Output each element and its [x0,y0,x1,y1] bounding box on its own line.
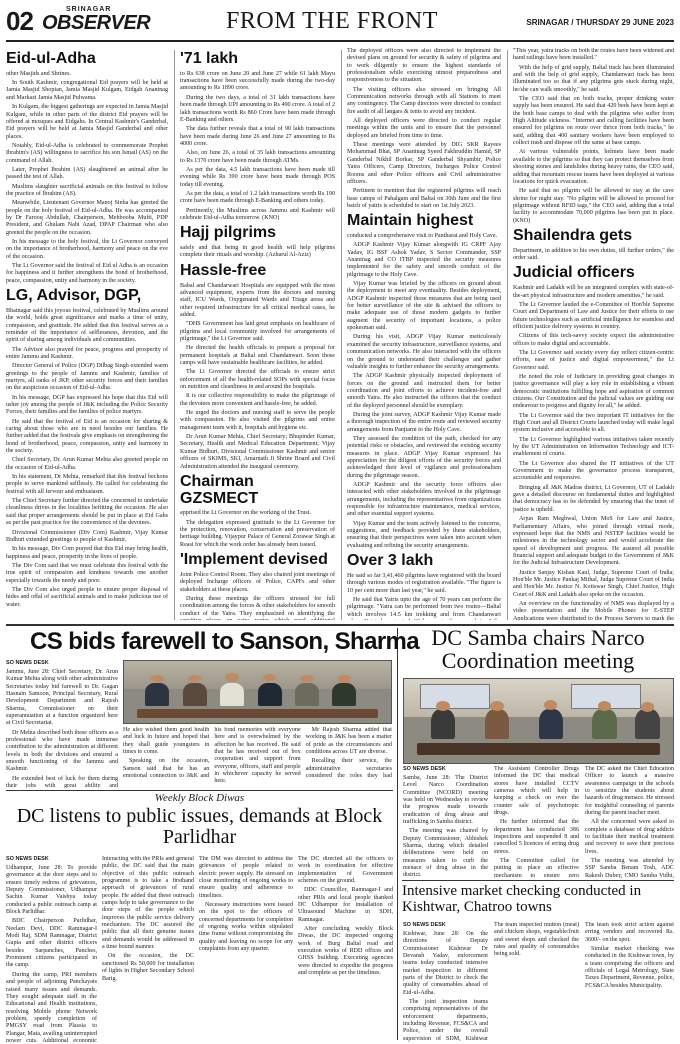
paragraph: The delegation expressed gratitude to the Lt Governor for the protection, renovation, conservation and preservation of heritage building. Vijaypur Palace of General Zorawar Singh at Reasi for which the work order has already been issued. [180,519,335,548]
paragraph: He said that Yatris upto the age of 70 years can perform the pilgrimage. "Yatra can be performed from two routes—Baltal which involves 14.5 km trekking and from Chandanwari [347,596,501,618]
paragraph: Meanwhile, Lieutenant Governor Manoj Sinha has greeted the people on the holy festival of Eid-ul-Adha. He was accompanied by Dr Farooq Abdullah, Chairperson, Mehbooba Mufti, PDP President, and Ghulam Nabi Azad, DPAP Chairman who also greeted the people on the occasion. [6,200,168,236]
paragraph: apprised the Lt Governor on the working of the Trust. [180,510,311,517]
column-divider [341,50,342,620]
paragraph: The Advisor also prayed for peace, progress and prosperity of entire Jammu and Kashmir. [6,346,168,360]
headline: Over 3 lakh [347,552,434,570]
kishtwar-story-col2 [494,922,579,1042]
paragraph: The Lt Governor said the two important IT initiatives for the High Court and all District Courts launched today will make legal system inclusive and accessible to all. [513,412,674,434]
kicker-weekly-block-diwas: Weekly Block Diwas [154,792,245,804]
paragraph: Bringing all J&K Madras district, Lt Governor, UT of Ladakh gave a detailed discourse on fundamental duties and highlighted that democracy has to be defended by ensuring that the tenet of justice is upheld. [513,484,674,513]
photo-farewell-function [123,660,392,724]
diwas-story-col4 [298,856,393,1042]
paragraph: During these meetings the officers stressed for full coordination among the forces & other stakeholders for smooth conduct of the Yatra. They emphasized on identifying the [180,596,335,617]
paragraph: Kishtwar, June 28: On the directions of Deputy Commissioner Kishtwar Dr Devansh Yadav, enforcement teams today conducted intensive market inspection in different parts of the District to check the quality of consumables ahead of Eid-ul-Adha. [403,931,488,996]
paragraph: Pertinently, the Muslims across Jammu and Kashmir will celebrate Eid-ul-Adha tomorrow. (KNO) [180,207,335,221]
headline: '71 lakh [180,50,239,67]
paragraph: The Lt Governor highlighted various initiatives taken recently by the UT Administration on Information Technology and ICT-enablement of courts. [513,436,674,458]
paragraph: to Rs 638 crore on June 20 and June 27 while 61 lakh Mayu transactions have been successfully made during the two-day amounting to Rs 1890 crore. [180,70,335,92]
photo-narco-meeting [403,678,674,764]
column-divider [397,628,398,1040]
paragraph: In his message to the holy festival, the Lt Governor conveyed on the importance of brotherhood, harmony and peace on the eve of the occasion. [6,239,168,260]
paragraph: "This year, yatra tracks on both the routes have been widened and hand railings have been installed." [513,48,674,62]
paragraph: The Lt Governor also shared the IT initiatives of the UT Government to make the governance process transparent, accountable and responsive. [513,460,674,482]
paragraph: Vijay Kumar was briefed by the officers on ground about the deployment to meet any eventuality. Besides deployment, ADGP Kashmir inspected those measures that are being used for better surveillance of the site & advised the officers to make adequate use of those modern gadgets to further augment the security of important locations, a police spokesman said. [347,281,501,332]
paragraph: The Assistant Controller Drugs informed the DC that medical stores have installed CCTV cameras which will help in keeping a check on over the counter sale of psychotropic drugs. [494,766,579,817]
paragraph: Joint Police Control Room. They also chaired joint meetings of deployed Incharge officers of Police, CAPFs and other stakeholders at these places. [180,571,335,593]
paragraph: The Lt Governor said the festival of Eid ul Adha is an occasion for happiness and it further strengthens the bond of brotherhood, peace, compassion, unity and harmony in the society. [6,263,168,284]
paragraph: During the joint survey, ADGP Kashmir Vijay Kumar made a thorough inspection of the entire route and reviewed security arrangements from Panjtarni to the Holy Cave. [347,411,501,433]
column-1 [6,48,168,620]
paragraph: The DM was directed to address the grievances of people related to electric power supply. He stressed on close monitoring of ongoing works to ensure quality and adherence to timelines. [199,856,293,899]
paragraph: ADGP Kashmir Vijay Kumar alongwith IG CRPF Ajay Yadav, IG BSF Ashok Yadav, S Sector Commander, SSP Anantnag and CO ITBP inspected the security measures implemented for the safety and smooth conduct of the pilgrimage to the Holy Cave. [347,242,501,278]
column-3 [347,48,501,620]
paragraph: The DC directed all the officers to work in coordination for effective implementation of Government schemes on the ground. [298,856,393,885]
paragraph: He said so far 3,41,460 pilgrims have registered with the board through various modes of registration available. "The figure is 10 per cent more than last year," he said. [347,572,501,594]
story-over-3-lakh [347,553,501,620]
headline-cs-farewell: CS bids farewell to Sanson, Sharma [30,628,420,655]
headline: Shailendra gets [513,226,633,244]
paragraph: Mr Rajesh Sharma added that working in J&K has been a matter of pride as the circumstances and conditions across UT are diverse. [305,727,392,756]
story-hassle-free [180,263,335,471]
paragraph: Babal and Chandarwari Hospitals are equipped with the most advanced equipment, experts from the doctors and nursing staff, ICU Wards, Oxygenated Wards and Triage areas and other required infrastructure for all critical medical cases, he added. [180,282,335,318]
paragraph: An overview on the functionality of NMS was displayed by a video presentation and the Mobile Phones for E-STEP Applications were distributed to the Process Servers to mark the [513,600,674,620]
paragraph: At various vulnerable points, helmets have been made available to the pilgrims so that they can protect themselves from shooting stones and landslides during heavy rains, the CEO said, adding that mountain rescue teams have been deployed at various locations for quick evacuation. [513,149,674,185]
paragraph: Vijay Kumar and the team actively listened to the concerns, suggestions, and feedback provided by these stakeholders, ensuring that their perspectives were taken into account when evaluating and refining the security arrangements. [347,520,501,549]
narco-story-col3 [585,766,674,878]
paragraph: As per the data, a total of 1.2 lakh transactions worth Rs 190 crore have been made through E-Banking and others today. [180,190,335,205]
paragraph: Director General of Police (DGP) Dilbag Singh extended warm greetings to the people of Jammu and Kashmir, families of martyrs, all ranks of JKP, other security forces and their families on the auspicious occasion of Eid-ul-Adha. [6,363,168,392]
paragraph: The ADGP Kashmir physically inspected deployment of forces on the ground and instructed them for better coordination and joint efforts to achieve incident-free and smooth Yatra. He also instructed the officers that the conduct of the deployed personnel should be exemplary. [347,373,501,409]
paragraph: As per the data, 4.5 lakh transactions have been made till evening while Rs 390 crore have been made through POS today till evening. [180,166,335,188]
paragraph: With the help of grid supply, Baltal track has been illuminated and with the help of grid supply, Chandanwari track has been illuminated too so that if any pilgrims gets stuck during night, he/she can walk smoothly," he said. [513,64,674,93]
column-divider [507,50,508,620]
story-eid-ul-adha [6,51,168,285]
column-divider [174,50,175,620]
paragraph: Jammu, June 28: Chief Secretary, Dr. Arun Kumar Mehta along with other administrative Secretaries today bid farewell to Dr. Gagan Hasnain Samoon, Principal Secretary, Rural Development Department and Rajesh Sharma, Commissioner on their superannuation at a function organized here at Civil Secretariat. [6,669,118,727]
paragraph: All the concerned were asked to complete a database of drug addicts to facilitate their medical treatment and recovery to save their precious lives. [585,819,674,855]
paragraph: BDC Chairperson Parlidhar, Neelam Devi, DDC Ramnagar-I Modi Raj, SDM Ramnagar, District Gupta and other district officers besides Sarpanches, Panches, Prominent citizens participated in the camp. [6,918,97,969]
cs-story-continued [123,727,392,787]
story-implement-devised [180,552,335,620]
paragraph: The Lt Governor said society every day reflect citizen-centric efforts, ease of justice and digital empowerment," the Lt Governor said. [513,349,674,371]
paragraph: After concluding weekly Block Diwas, the DC inspected ongoing work of Burg Baltal road and execution works of RDD offices and GHSS building. Executing agencies were directed to expedite the progress and complete as per the timelines. [298,926,393,977]
paragraph: Speaking on the occasion, Sanson said that he has an emotional connection to J&K and his fond memories with everyone here and is overwhelmed by the affection he has received. He said that he has received out of box cooperation and support from everyone, officers, staff and people in whichever capacity he served here. [123,727,301,785]
paragraph: The visiting officers also stressed on bringing All Communication networks through with all Stations to meet any contingency. The Camp directors were directed to conduct fire audit of all langars & tents to avoid any incident. [347,86,501,115]
paragraph: During the two days, a total of 31 lakh transactions have been made through UPI amounting to Rs 490 crore. A total of 2 lakh transactions worth Rs 860 Crore have been made through E-Banking and others. [180,94,335,123]
paragraph: In Kulgam, the biggest gatherings are expected in Jamia Masjid Kulgam, while in other parts of the district Eid prayers will be offered at mosques and Eidgahs. In Central Kashmir's Ganderbal, Eid prayers will be held at Jamia Masjid Ganderbal and other places. [6,104,168,140]
cs-story-left [6,660,118,788]
story-lg-advisor-dgp [6,288,168,609]
paragraph: The Chief Secretary further directed the concerned to undertake cleanliness drives in the localities befitting the occasion. He also said that proper arrangements should be put in place at Eid Gahs as per the past practice for the convenience of the devotees. [6,498,168,527]
paragraph: The Div Com also urged people to ensure proper disposal of hides and offal of sacrificial animals and to make judicious use of water. [6,586,168,608]
paragraph: He noted the role of Judiciary in providing great changes in justice governance will play a key role in establishing a vibrant democratic institutions fulfilling hope and aspiration of common citizens. Our Constitution and the judicial values are guiding our endeavour to progress and dignity for all," he added. [513,373,674,410]
headline-narco-meeting: DC Samba chairs Narco Coordination meeting [431,625,645,674]
byline: SO NEWS DESK [403,922,446,928]
page-number: 02 [6,6,33,36]
paragraph: Samba, June 28: The District Level Narco Coordination Committee (NCORD) meeting was held on Wednesday to review the progress made towards eradication of drug abuse and trafficking in Samba district. [403,775,488,826]
paragraph: Interacting with the PRIs and general public, the DC said that the main objective of this public outreach programme is to take a firsthand approach of grievances of rural people. He added that these outreach camps help to take governance to the door steps of the people which improves the public service delivery mechanism. The DC assured the public that all their genuine issues and demands would be addressed in a time bound manner. [102,856,194,951]
paragraph: Divisional Commissioner (Div Com) Kashmir, Vijay Kumar Bidhuri extended greetings to people of Kashmir. [6,529,168,543]
narco-story-col2 [494,766,579,878]
paragraph: He further informed that the department has conducted 386 inspections and suspended 8 and cancelled 5 licences of erring drug stores. [494,819,579,855]
paragraph: The joint inspection teams comprising representatives of the enforcement departments, including Revenue, FCS&CA and Police, under the overall supervision of SDM, Kishtwar [403,999,488,1042]
headline: Eid-ul-Adha [6,50,96,67]
section-title: FROM THE FRONT [226,8,438,34]
diwas-story-col2 [102,856,194,1042]
paragraph: It is our collective responsibility to make the pilgrimage of the devotees more convenient and hassle-free, he added. [180,393,335,407]
paragraph: Pertinent to mention that the registered pilgrims will reach base camps of Pahalgam and Baltal on 30th June and the first batch of yatris is scheduled to start on 1st July 2023. [347,188,501,209]
byline: SO NEWS DESK [403,766,446,772]
paragraph: The meeting was chaired by Deputy Commissioner, Abhishek Sharma, during which detailed deliberations were held on measures taken to curb the menace of drug abuse in the district. [403,828,488,878]
story-yatra-continued [513,48,674,225]
dateline: SRINAGAR / THURSDAY 29 JUNE 2023 [526,18,674,27]
paragraph: During his visit, ADGP Vijay Kumar meticulously examined the security infrastructure, surveillance systems, and communication networks. He also interacted with the officers on the ground to understand their challenges and gather valuable insights to further enhance the security arrangements. [347,334,501,370]
paragraph: In his message, Div Com prayed that this Eid may bring health, happiness and peace, prosperity in the lives of people. [6,546,168,560]
paragraph: The team inspected mutton (meat) and chicken shops, vegetable/fruit and sweet shops and checked the rates and quality of consumables being sold. [494,922,579,958]
paragraph: In his statement, Dr Mehta, remarked that this festival beckons people to serve mankind selflessly. He called for celebrating the festival with all fervour and enthusiasm. [6,474,168,495]
story-shailendra-gets [513,228,674,262]
byline: SO NEWS DESK [6,856,49,862]
paragraph: On the occasion, the DC sanctioned Rs 50,000 for installation of lights in Higher Secondary School Barig. [102,953,194,982]
section-divider [6,790,393,791]
paragraph: other Masjids and Shrines. [6,70,71,77]
paragraph: Also, on June 26, a total of 35 lakh transactions amounting to Rs 1370 crore have been made through ATMs. [180,150,335,164]
paragraph: ADGP Kashmir and the security force officers also interacted with other stakeholders involved in the pilgrimage arrangements, including the representatives from organizations responsible for infrastructure maintenance, medical services, and other essential support systems. [347,482,501,518]
paragraph: Notably, Eid-ul-Adha is celebrated to commemorate Prophet Ibrahim's (AS) willingness to sacrifice his son Ismail (AS) on the command of Allah. [6,142,168,164]
paragraph: He extended best of luck for them during their jobs with great ability and [6,775,118,788]
headline: Chairman GZSMECT [180,472,259,507]
paragraph: The Div Com said that we must celebrate this festival with the true spirit of compassion and kindness towards one another especially towards the needy and poor. [6,562,168,584]
paragraph: During the camp, PRI members and people of adjoining Panchayats raised many issues and demands. They sought adequate staff in the Educational and Health institutions, resolving Mobile phone Network problem, speedy completion of PMGSY road from Plassia to Plangar, Mata, availing uninterrupted power cuts. Additional economic [6,971,97,1042]
kishtwar-story-col1 [403,922,488,1042]
logo-name: OBSERVER [42,12,151,34]
headline: Hajj pilgrims [180,224,277,242]
section-divider [402,880,674,881]
paragraph: DDC Councillor, Ramnagar-I and other PRIs and local people thanked DC Udhampur for installation of Ultrasound Machine in SDH, Ramnagar. [298,887,393,923]
paragraph: The Committee called for putting in place an effective mechanism to ensure zero [494,858,579,878]
narco-story-col1 [403,766,488,878]
logo-city: SRINAGAR [66,6,112,13]
paragraph: He also wished them good health and luck in future and hoped that they shall guide youngsters in times to come. [123,727,210,756]
paragraph: Citizens of this tech-savvy society expect the administrative offices to make digital and accountable. [513,333,674,347]
paragraph: Arjun Ram Meghwal, Union MoS for Law and Justice, Parliamentary Affairs, who joined through virtual mode, expressed hope that the NMS and NSTEP facilities would be milestones in the technology sector and would accelerate the speed of development and progress. He assured all possible financial support and adequate budget to the Government of J&K for the Judicial Infrastructure Development. [513,516,674,567]
paragraph: The DC asked the Chief Education Officer to launch a massive awareness campaign in the schools to sensitize the students about hazards of drug menace. He stressed for insightful counseling of parents during the parent teacher meet. [585,766,674,817]
paragraph: The Lt Governor lauded the e-Committee of Hon'ble Supreme Court and Department of Law and Justice for their efforts to use future technologies such as artificial intelligence for seamless and efficient justice delivery systems in country. [513,301,674,330]
paragraph: Necessary instructions were issued on the spot to the officers of concerned departments for completion of ongoing works within stipulated time frame without compromising the quality and leaving no scope for any complaints from any quarter. [199,902,293,953]
kishtwar-story-col3 [585,922,674,1042]
paragraph: conducted a comprehensive visit to Pantharat and Holy Cave. [347,233,498,240]
paragraph: The deployed officers were also directed to implement the devised plans on ground for security & safety of pilgrims and to work diligently to ensure the highest standards of professionalism while exercising utmost preparedness and responsiveness to the situation. [347,48,501,84]
paragraph: These meetings were attended by DIG SKR Rayees Mohammad Bhat, SP Anantnag Syeed Fakhruddin Hamid, SP Ganderbal Nikhil Borkar, SP Ganderbal Shyambir, Police Yatra Officers, Camp Directors, Incharges Police Control Rooms and other Police officers and Civil administrative officers. [347,142,501,185]
column-2 [180,48,335,620]
story-maintain-highest [347,213,501,550]
byline: SO NEWS DESK [6,660,49,666]
story-chairman-gzsmect [180,474,335,549]
paragraph: The meeting was attended by SSP Samba Benam Tosh, ADC Rakesh Dubey, CMO Samba Vidhi, [585,858,674,878]
paragraph: Justice Sanjay Kishan Kaul, Judge, Supreme Court of India; Hon'ble Mr. Justice Pankaj Mithal, Judge Supreme Court of India and Hon'ble Mr. Justice N. Kotiswar Singh, Chief Justice, High Court of J&K and Ladakh also spoke on the occasion. [513,569,674,598]
newspaper-logo[interactable] [42,6,151,38]
paragraph: safely and that being in good health will help pilgrims complete their rituals and worship. (Azharul Al-Aziz) [180,245,335,259]
headline: 'Implement devised [180,551,328,569]
column-4 [513,48,674,620]
story-hajj-pilgrims [180,225,335,259]
paragraph: Kashmir and Ladakh will be an integrated complex with state-of-the-art physical infrastructure and modern amenities," he said. [513,285,674,299]
paragraph: Udhampur, June 28: To provide governance at the door steps and to ensure timely redress of grievances, Deputy Commissioner, Udhampur Sachin Kumar Vaishya today conducted a public outreach camp at Block Parlidhar. [6,865,97,916]
headline: Hassle-free [180,261,267,279]
headline: Judicial officers [513,264,635,282]
paragraph: Dr Arun Kumar Mehta, Chief Secretary; Bhupinder Kumar, Secretary, Health and Medical Education Department; Vijay Kumar Bidhuri, Divisional Commissioner Kashmir and senior officers of SKIMS, SKI, Amarnath Ji Shrine Board and Civil Administration attended the inaugural ceremony. [180,434,335,470]
story-judicial-officers [513,265,674,620]
paragraph: He directed the health officials to prepare a proposal for permanent hospitals at Baltal and Chandanwari. Soon those camps will have sustainable healthcare facilities, he added. [180,345,335,367]
paragraph: They assessed the condition of the path, checked for any potential risks or obstacles, and reviewed the existing security measures in place. ADGP Vijay Kumar expressed his appreciation for the diligent efforts of the security forces and acknowledged their level of vigilance and professionalism during the pilgrimage season. [347,435,501,479]
paragraph: He said that the festival of Eid is an occasion for sharing & caring about those who are in need besides our families. He further added that the festivals give emphasis on strengthening the bond of brotherhood, peace, compassion, unity and harmony in the society. [6,418,168,455]
headline-dc-listens: DC listens to public issues, demands at Block Parlidhar [16,805,383,848]
headline: LG, Advisor, DGP, [6,287,142,305]
paragraph: Bhatnagar said this joyous festival, celebrated by Muslims around the world, holds great significance and marks a time of unity, compassion, and gratitude. He added that this festival serves as a reminder of the importance of selflessness, devotion, and the spirit of sharing among individuals and communities. [6,307,168,344]
paragraph: In South Kashmir, congregational Eid prayers will be held at Jamia Masjid Shopian, Jamia Masjid Kulgam, Eidgah Anantnag and Markazi Jamia Masjid Pulwama. [6,80,168,101]
paragraph: Similar market checking was conducted in the Kishtwar town, by a team comprising the officers and officials of Legal Metrology, State Taxes Department, Revenue, police, FCS&CA besides Municipality. [585,946,674,989]
diwas-story-col1 [6,856,97,1042]
paragraph: He said that no pilgrim will be allowed to stay at the cave shrine for night stay. "No pilgrim will be allowed to proceed for pilgrimage without RFID tags," the CEO said, adding that a total facility to accommodate 70,000 pilgrims has been put in place. (KNO) [513,188,674,224]
paragraph: The data further reveals that a total of 90 lakh transactions have been made during June 26 and June 27 amounting to Rs 4000 crore. [180,126,335,147]
paragraph: He urged the doctors and nursing staff to serve the people with compassion. He also visited the pilgrims and entire management team with it, hospitals and hygiene etc. [180,410,335,431]
story-71-lakh [180,51,335,222]
paragraph: In his message, DGP has expressed his hope that this Eid will usher joy among the people of J&K including the Police Security Forces, their families and the families of police martyrs. [6,394,168,416]
paragraph: The Lt Governor directed the officials to ensure strict enforcement of all the health-related SOPs with special focus on nutrition and cleanliness in and around the hospitals. [180,369,335,391]
paragraph: The team took strict action against erring vendors and recovered Rs. 3600/- on the spot. [585,922,674,943]
paragraph: Department, in addition to his own duties, till further orders," the order said. [513,247,674,262]
story-security-continued [347,48,501,210]
paragraph: Later, Prophet Ibrahim (AS) slaughtered an animal after he passed the test of Allah. [6,166,168,181]
paragraph: Chief Secretary, Dr. Arun Kumar Mehta also greeted people on the occasion of Eid-ul-Adha. [6,457,168,471]
headline: Maintain highest [347,212,474,230]
diwas-story-col3 [199,856,293,1042]
paragraph: The CEO said that on both tracks, proper drinking water supply has been ensured. He said that 420 beds have been kept at the both base camps to deal with the pilgrims who suffer from High Altitude sickness. "Internet and calling facilities have been ensured for pilgrims on route over thrice from both tracks," he said, adding that 400 sanitary workers have been employed to collect trash and dispose off the same at base camps. [513,96,674,147]
paragraph: "DHS Government has laid great emphasis on healthcare of pilgrims and local community involved for arrangements of pilgrimage," the Lt Governor said. [180,321,335,343]
paragraph: Muslims slaughter sacrificial animals on this festival to follow the practice of Ibrahim (AS). [6,183,168,197]
masthead [6,4,674,42]
paragraph: Dr Mehta described both these officers as a professional who have made immense contribution to the administration at different levels in both the divisions and ensured a smooth functioning of the Jammu and Kashmir. [6,729,118,773]
paragraph: Recalling their service, the administrative secretaries considered the roles they had [305,758,392,780]
headline-kishtwar-market: Intensive market checking conducted in Kishtwar, Chatroo towns [402,883,642,915]
paragraph: All deployed officers were directed to conduct regular meetings within the units and to ensure that the personnel deployed are briefed from time to time. [347,118,501,139]
